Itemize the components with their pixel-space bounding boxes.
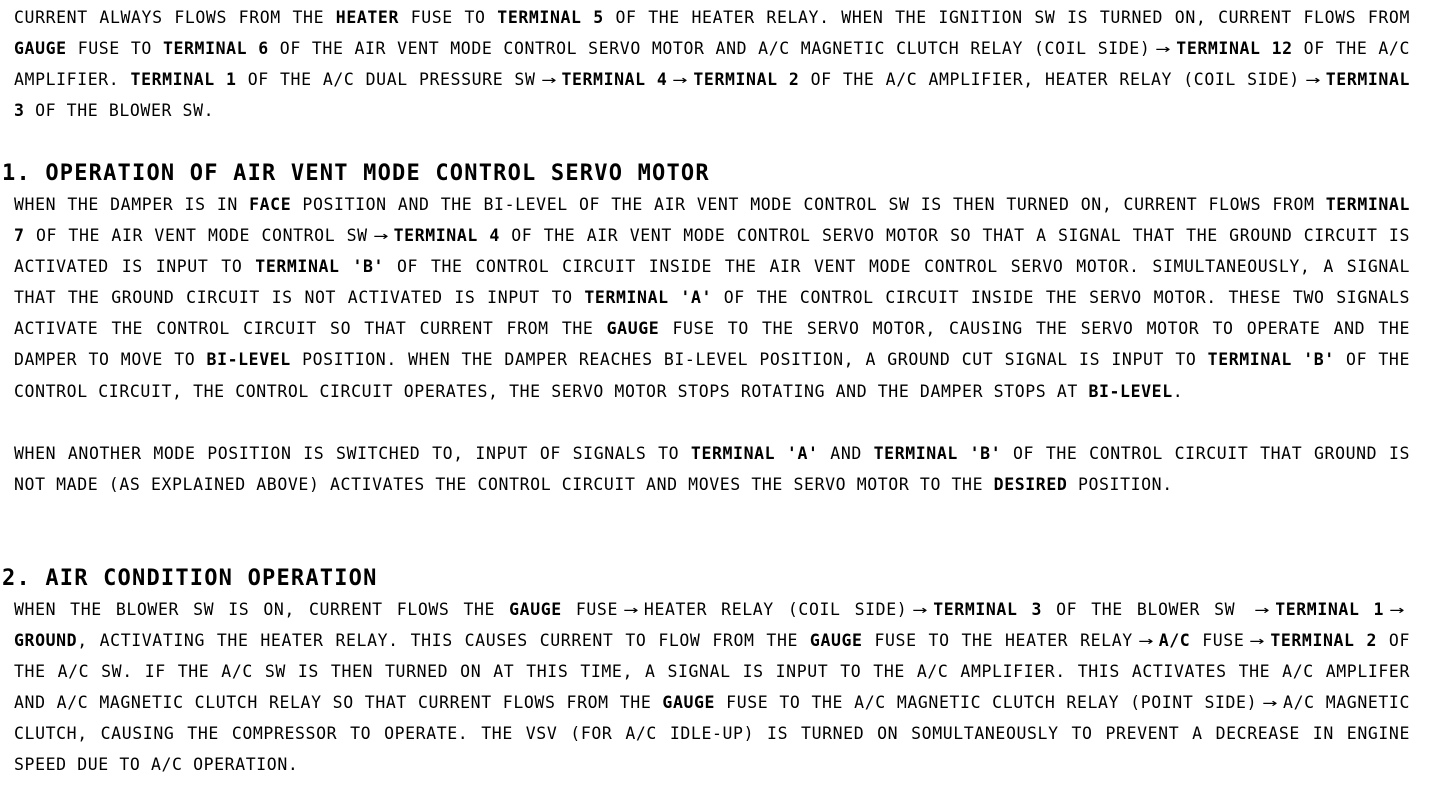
text-run: FUSE TO THE HEATER RELAY [862,631,1133,651]
arrow-icon: → [623,600,639,619]
bold-term: GAUGE [606,319,660,339]
bold-term: TERMINAL 2 [693,70,800,90]
text-run: FUSE TO THE SERVO MOTOR, CAUSING THE SERVO MOTOR TO OPERATE AND THE DAMPER TO MOVE TO [14,319,1410,370]
text-run: OF THE A/C AMPLIFIER. [14,39,1410,90]
text-run: OF THE CONTROL CIRCUIT INSIDE THE SERVO MOTOR. THESE TWO SIGNALS ACTIVATE THE CONTROL CIRCUIT SO THAT CURRENT FROM THE [14,288,1411,339]
text-run: OF THE AIR VENT MODE CONTROL SERVO MOTOR SO THAT A SIGNAL THAT THE GROUND CIRCUIT IS ACTIVATED IS INPUT TO [14,226,1410,277]
bold-term: GAUGE [14,39,67,59]
arrow-icon: → [1155,39,1171,59]
arrow-icon: → [373,226,389,246]
text-run: OF THE CONTROL CIRCUIT INSIDE THE AIR VENT MODE CONTROL SERVO MOTOR. SIMULTANEOUSLY, A SIGNAL THAT THE GROUND CIRCUIT IS NOT ACTIVATED IS INPUT TO [14,257,1411,308]
bold-term: TERMINAL 4 [561,70,668,90]
bold-term: TERMINAL 7 [14,195,1410,246]
bold-term: TERMINAL 12 [1176,39,1293,59]
text-run: OF THE HEATER RELAY. WHEN THE IGNITION SW IS TURNED ON, CURRENT FLOWS FROM [603,8,1410,27]
text-run: OF THE BLOWER SW [1042,600,1250,619]
text-run: OF THE CONTROL CIRCUIT, THE CONTROL CIRCUIT OPERATES, THE SERVO MOTOR STOPS ROTATING AND THE DAMPER STOPS AT [14,350,1410,401]
text-run: WHEN THE BLOWER SW IS ON, CURRENT FLOWS THE [14,600,510,619]
text-run: , ACTIVATING THE HEATER RELAY. THIS CAUSES CURRENT TO FLOW FROM THE [77,631,810,651]
text-run: OF THE A/C SW. IF THE A/C SW IS THEN TURNED ON AT THIS TIME, A SIGNAL IS INPUT TO THE A/C AMPLIFIER. THIS ACTIVATES THE A/C AMPLIFER AND A/C MAGNETIC CLUTCH RELAY SO THAT CURRENT FLOWS FROM THE [14,631,1410,713]
bold-term: TERMINAL 4 [393,226,500,246]
bold-term: TERMINAL 'B' [873,444,1002,463]
text-run: OF THE CONTROL CIRCUIT THAT GROUND IS NOT MADE (AS EXPLAINED ABOVE) ACTIVATES THE CONTROL CIRCUIT AND MOVES THE SERVO MOTOR TO THE [14,444,1411,495]
text-run: A/C MAGNETIC CLUTCH, CAUSING THE COMPRESSOR TO OPERATE. THE VSV (FOR A/C IDLE-UP) IS TURNED ON SOMULTANEOUSLY TO PREVENT A DECREASE IN ENGINE SPEED DUE TO A/C OPERATION. [14,693,1410,775]
section-2-heading: 2. AIR CONDITION OPERATION [2,566,378,591]
bold-term: HEATER [335,8,399,27]
text-run: WHEN ANOTHER MODE POSITION IS SWITCHED TO, INPUT OF SIGNALS TO [14,444,691,463]
text-run: HEATER RELAY (COIL SIDE) [643,600,908,619]
arrow-icon: → [1389,600,1405,619]
text-run: CURRENT ALWAYS FLOWS FROM THE [14,8,336,27]
bold-term: TERMINAL 1 [1275,600,1385,619]
bold-term: TERMINAL 3 [14,70,1411,121]
arrow-icon: → [1254,600,1270,619]
text-run: OF THE A/C AMPLIFIER, HEATER RELAY (COIL SIDE) [799,70,1300,90]
arrow-icon: → [1138,631,1154,651]
arrow-icon: → [1305,70,1321,90]
text-run: AND [818,444,874,463]
text-run: OF THE BLOWER SW. [24,101,215,121]
arrow-icon: → [672,70,688,90]
text-run: POSITION. WHEN THE DAMPER REACHES BI-LEVEL POSITION, A GROUND CUT SIGNAL IS INPUT TO [290,350,1208,370]
text-run: FUSE TO THE A/C MAGNETIC CLUTCH RELAY (POINT SIDE) [715,693,1258,713]
bold-term: BI-LEVEL [1088,381,1173,401]
arrow-icon: → [1262,693,1278,713]
arrow-icon: → [912,600,928,619]
bold-term: TERMINAL 6 [162,39,269,59]
bold-term: TERMINAL 'B' [1207,350,1335,370]
text-run: OF THE AIR VENT MODE CONTROL SERVO MOTOR AND A/C MAGNETIC CLUTCH RELAY (COIL SIDE) [268,39,1151,59]
intro-paragraph [14,2,1410,126]
bold-term: BI-LEVEL [206,350,291,370]
text-run: OF THE AIR VENT MODE CONTROL SW [24,226,368,246]
bold-term: TERMINAL 'A' [690,444,819,463]
section-1-heading: 1. OPERATION OF AIR VENT MODE CONTROL SERVO MOTOR [2,161,710,186]
bold-term: TERMINAL 'B' [255,257,385,277]
bold-term: A/C [1158,631,1191,651]
bold-term: GAUGE [662,693,716,713]
bold-term: TERMINAL 5 [497,8,604,27]
text-run: FUSE TO [399,8,498,27]
bold-term: TERMINAL 2 [1270,631,1378,651]
text-run: POSITION. [1067,475,1173,495]
bold-term: FACE [249,195,292,214]
text-run: . [1172,381,1184,401]
bold-term: DESIRED [993,475,1068,495]
arrow-icon: → [541,70,556,90]
bold-term: TERMINAL 3 [933,600,1043,619]
text-run: FUSE TO [66,39,163,59]
arrow-icon: → [1249,631,1265,651]
section-2-paragraph-1 [14,594,1410,781]
text-run: WHEN THE DAMPER IS IN [14,195,250,214]
section-1-paragraph-1 [14,189,1410,407]
text-run: FUSE [561,600,618,619]
bold-term: TERMINAL 'A' [584,288,713,308]
bold-term: GAUGE [809,631,863,651]
text-run: FUSE [1190,631,1245,651]
text-run: OF THE A/C DUAL PRESSURE SW [236,70,536,90]
bold-term: GAUGE [509,600,562,619]
bold-term: TERMINAL 1 [130,70,237,90]
bold-term: GROUND [14,631,78,651]
section-1-paragraph-2 [14,438,1410,500]
text-run: POSITION AND THE BI-LEVEL OF THE AIR VENT MODE CONTROL SW IS THEN TURNED ON, CURRENT FLOWS FROM [291,195,1326,214]
